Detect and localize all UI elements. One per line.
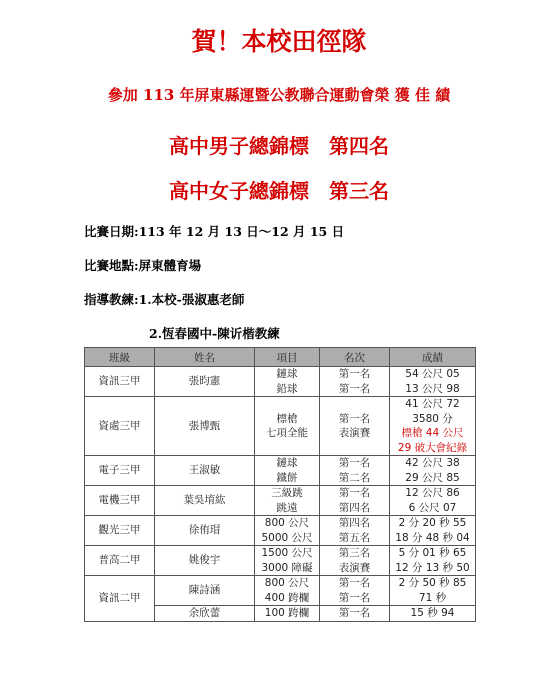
header-name: 姓名 bbox=[155, 348, 255, 367]
results-table bbox=[84, 347, 476, 622]
rank: 第一名 bbox=[338, 607, 371, 619]
record-note: 標槍 44 公尺 bbox=[401, 427, 464, 439]
event: 3000 障礙 bbox=[261, 561, 313, 574]
event: 400 跨欄 bbox=[264, 591, 310, 604]
score: 71 秒 bbox=[418, 591, 447, 604]
rank: 第三名 bbox=[338, 547, 371, 559]
table-row bbox=[85, 397, 476, 456]
cell-events bbox=[255, 546, 320, 576]
event: 七項全能 bbox=[266, 427, 308, 439]
cell-scores bbox=[390, 516, 476, 546]
score: 29 公尺 85 bbox=[405, 471, 460, 484]
rank: 第五名 bbox=[338, 531, 371, 544]
cell-ranks bbox=[320, 456, 390, 486]
event: 鏈球 bbox=[276, 457, 298, 469]
score: 12 分 13 秒 50 bbox=[395, 561, 470, 574]
competition-venue: 比賽地點:屏東體育場 bbox=[84, 258, 202, 273]
cell-ranks bbox=[320, 367, 390, 397]
rank: 第一名 bbox=[338, 368, 371, 380]
table-row bbox=[85, 576, 476, 606]
event: 標槍 bbox=[276, 412, 298, 425]
cell-scores bbox=[390, 367, 476, 397]
event: 800 公尺 bbox=[264, 577, 310, 589]
cell-name: 陳詩涵 bbox=[155, 576, 255, 606]
score: 6 公尺 07 bbox=[408, 501, 457, 514]
score: 15 秒 94 bbox=[410, 607, 455, 619]
cell-class: 觀光三甲 bbox=[85, 516, 155, 546]
cell-events bbox=[255, 456, 320, 486]
cell-scores bbox=[390, 456, 476, 486]
cell-events bbox=[255, 516, 320, 546]
cell-name: 姚俊宇 bbox=[155, 546, 255, 576]
score: 5 分 01 秒 65 bbox=[398, 547, 467, 559]
rank: 第一名 bbox=[338, 457, 371, 469]
rank: 表演賽 bbox=[338, 427, 371, 439]
rank: 第一名 bbox=[338, 382, 371, 395]
cell-class: 普高二甲 bbox=[85, 546, 155, 576]
table-row bbox=[85, 486, 476, 516]
cell-events bbox=[255, 397, 320, 456]
table-row bbox=[85, 546, 476, 576]
girls-result: 高中女子總錦標 第三名 bbox=[169, 179, 389, 203]
header-event: 項目 bbox=[255, 348, 320, 367]
score: 54 公尺 05 bbox=[405, 368, 460, 380]
rank: 第一名 bbox=[338, 577, 371, 589]
rank: 第一名 bbox=[338, 412, 371, 425]
coach-secondary: 2.恆春國中-陳䜣楷教練 bbox=[149, 326, 280, 341]
cell-ranks bbox=[320, 606, 390, 622]
event: 5000 公尺 bbox=[261, 531, 313, 544]
table-header-row bbox=[85, 348, 476, 367]
cell-ranks bbox=[320, 516, 390, 546]
rank: 第四名 bbox=[338, 501, 371, 514]
event: 鉛球 bbox=[276, 382, 298, 395]
score: 3580 分 bbox=[412, 412, 453, 425]
rank: 表演賽 bbox=[338, 561, 371, 574]
score: 41 公尺 72 bbox=[405, 398, 460, 410]
cell-name: 張昀憲 bbox=[155, 367, 255, 397]
cell-ranks bbox=[320, 397, 390, 456]
score: 18 分 48 秒 04 bbox=[395, 531, 470, 544]
header-score: 成績 bbox=[390, 348, 476, 367]
cell-class: 電子三甲 bbox=[85, 456, 155, 486]
record-note: 29 破大會紀錄 bbox=[397, 441, 468, 454]
rank: 第一名 bbox=[338, 591, 371, 604]
cell-name: 徐侑瑁 bbox=[155, 516, 255, 546]
event: 三級跳 bbox=[271, 487, 303, 499]
cell-scores bbox=[390, 606, 476, 622]
cell-scores bbox=[390, 397, 476, 456]
cell-scores bbox=[390, 486, 476, 516]
cell-events bbox=[255, 367, 320, 397]
cell-scores bbox=[390, 576, 476, 606]
cell-class: 資處三甲 bbox=[85, 397, 155, 456]
table-row bbox=[85, 456, 476, 486]
cell-events bbox=[255, 486, 320, 516]
event: 100 跨欄 bbox=[264, 607, 310, 619]
subtitle: 參加 113 年屏東縣運暨公教聯合運動會榮 獲 佳 績 bbox=[107, 86, 451, 104]
cell-name: 王淑敏 bbox=[155, 456, 255, 486]
cell-scores bbox=[390, 546, 476, 576]
cell-class: 資訊二甲 bbox=[85, 576, 155, 622]
cell-class: 電機三甲 bbox=[85, 486, 155, 516]
page-title: 賀！本校田徑隊 bbox=[191, 27, 367, 56]
boys-result: 高中男子總錦標 第四名 bbox=[169, 134, 389, 158]
event: 跳遠 bbox=[276, 501, 298, 514]
table-row bbox=[85, 367, 476, 397]
cell-name: 張博甄 bbox=[155, 397, 255, 456]
cell-name: 余欣蕾 bbox=[155, 606, 255, 622]
cell-ranks bbox=[320, 486, 390, 516]
event: 鐵餅 bbox=[276, 471, 298, 484]
table-row bbox=[85, 516, 476, 546]
score: 12 公尺 86 bbox=[405, 487, 460, 499]
cell-ranks bbox=[320, 546, 390, 576]
cell-class: 資訊三甲 bbox=[85, 367, 155, 397]
competition-date: 比賽日期:113 年 12 月 13 日～12 月 15 日 bbox=[84, 224, 345, 239]
cell-name: 葉吳堉紘 bbox=[155, 486, 255, 516]
score: 42 公尺 38 bbox=[405, 457, 460, 469]
score: 2 分 50 秒 85 bbox=[398, 577, 467, 589]
coach-primary: 指導教練:1.本校-張淑惠老師 bbox=[84, 292, 245, 307]
rank: 第一名 bbox=[338, 487, 371, 499]
event: 800 公尺 bbox=[264, 517, 310, 529]
event: 鏈球 bbox=[276, 368, 298, 380]
rank: 第二名 bbox=[338, 471, 371, 484]
score: 13 公尺 98 bbox=[405, 382, 460, 395]
rank: 第四名 bbox=[338, 517, 371, 529]
event: 1500 公尺 bbox=[261, 547, 313, 559]
cell-ranks bbox=[320, 576, 390, 606]
score: 2 分 20 秒 55 bbox=[398, 517, 467, 529]
header-rank: 名次 bbox=[320, 348, 390, 367]
cell-events bbox=[255, 576, 320, 606]
cell-events bbox=[255, 606, 320, 622]
header-class: 班級 bbox=[85, 348, 155, 367]
